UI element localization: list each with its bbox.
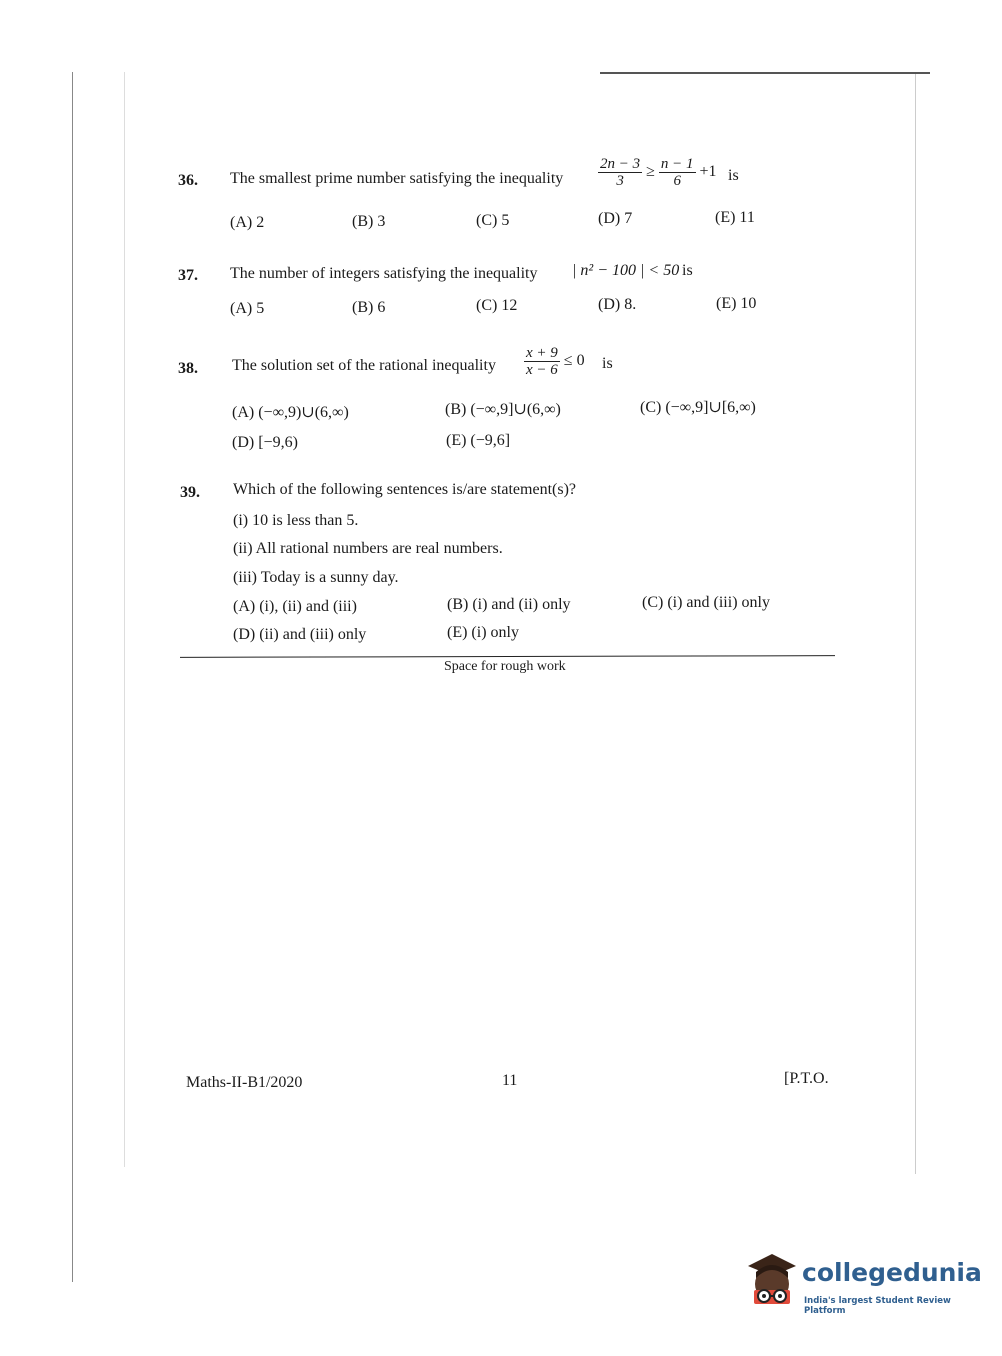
scan-edge-inner-left <box>124 72 125 1167</box>
question-text: Which of the following sentences is/are statement(s)? <box>233 481 576 498</box>
question-text: The solution set of the rational inequality <box>232 357 496 374</box>
statement: (iii) Today is a sunny day. <box>233 569 399 586</box>
question-suffix: is <box>728 167 739 184</box>
option: (B) (i) and (ii) only <box>447 596 571 613</box>
option: (D) 8. <box>598 296 637 313</box>
fraction: $\frac{2n - 3}{3}$ <box>600 156 641 189</box>
option: (C) (−∞,9]∪[6,∞) <box>640 399 756 416</box>
question-number: 36. <box>178 172 198 189</box>
mascot-icon <box>742 1250 802 1312</box>
option: (A) 5 <box>230 300 265 317</box>
statement: (i) 10 is less than 5. <box>233 512 359 529</box>
logo-wordmark: collegedunia <box>802 1258 982 1287</box>
fraction: $\frac{n - 1}{6}$ <box>660 156 694 189</box>
scan-edge-left <box>72 72 73 1282</box>
question-text: The smallest prime number satisfying the inequality <box>230 170 564 187</box>
rough-work-label: Space for rough work <box>444 659 566 674</box>
option: (E) (−9,6] <box>446 432 511 449</box>
option: (E) 10 <box>716 295 757 312</box>
option: (C) 5 <box>476 212 510 229</box>
statement: (ii) All rational numbers are real numbers. <box>233 540 503 557</box>
option: (E) (i) only <box>447 624 519 641</box>
paper-code: Maths-II-B1/2020 <box>186 1074 303 1091</box>
inequality-formula: | n² − 100 | < 50 <box>572 262 680 279</box>
pto-label: [P.T.O. <box>784 1070 829 1087</box>
inequality-formula: $\frac{x + 9}{x - 6}$ ≤ 0 <box>526 345 585 378</box>
question-number: 39. <box>180 484 200 501</box>
option: (B) 6 <box>352 299 386 316</box>
option: (A) (−∞,9)∪(6,∞) <box>232 404 349 421</box>
option: (D) 7 <box>598 210 633 227</box>
collegedunia-logo <box>742 1250 982 1320</box>
logo-tagline: India's largest Student Review Platform <box>804 1296 951 1316</box>
option: (A) (i), (ii) and (iii) <box>233 598 357 615</box>
option: (C) (i) and (iii) only <box>642 594 770 611</box>
option: (D) (ii) and (iii) only <box>233 626 367 643</box>
option: (C) 12 <box>476 297 518 314</box>
question-suffix: is <box>682 262 693 279</box>
question-number: 37. <box>178 267 198 284</box>
scan-edge-right <box>915 74 916 1174</box>
rough-work-divider <box>180 655 835 658</box>
option: (D) [−9,6) <box>232 434 298 451</box>
option: (E) 11 <box>715 209 755 226</box>
page-number: 11 <box>502 1072 518 1089</box>
question-number: 38. <box>178 360 198 377</box>
inequality-formula: $\frac{2n - 3}{3}$ ≥ $\frac{n - 1}{6}$ +1 <box>600 156 717 189</box>
fraction: $\frac{x + 9}{x - 6}$ <box>526 345 558 378</box>
option: (B) 3 <box>352 213 386 230</box>
scan-edge-top <box>600 72 930 74</box>
option: (A) 2 <box>230 214 265 231</box>
option: (B) (−∞,9]∪(6,∞) <box>445 401 561 418</box>
question-text: The number of integers satisfying the inequality <box>230 265 538 282</box>
question-suffix: is <box>602 355 613 372</box>
